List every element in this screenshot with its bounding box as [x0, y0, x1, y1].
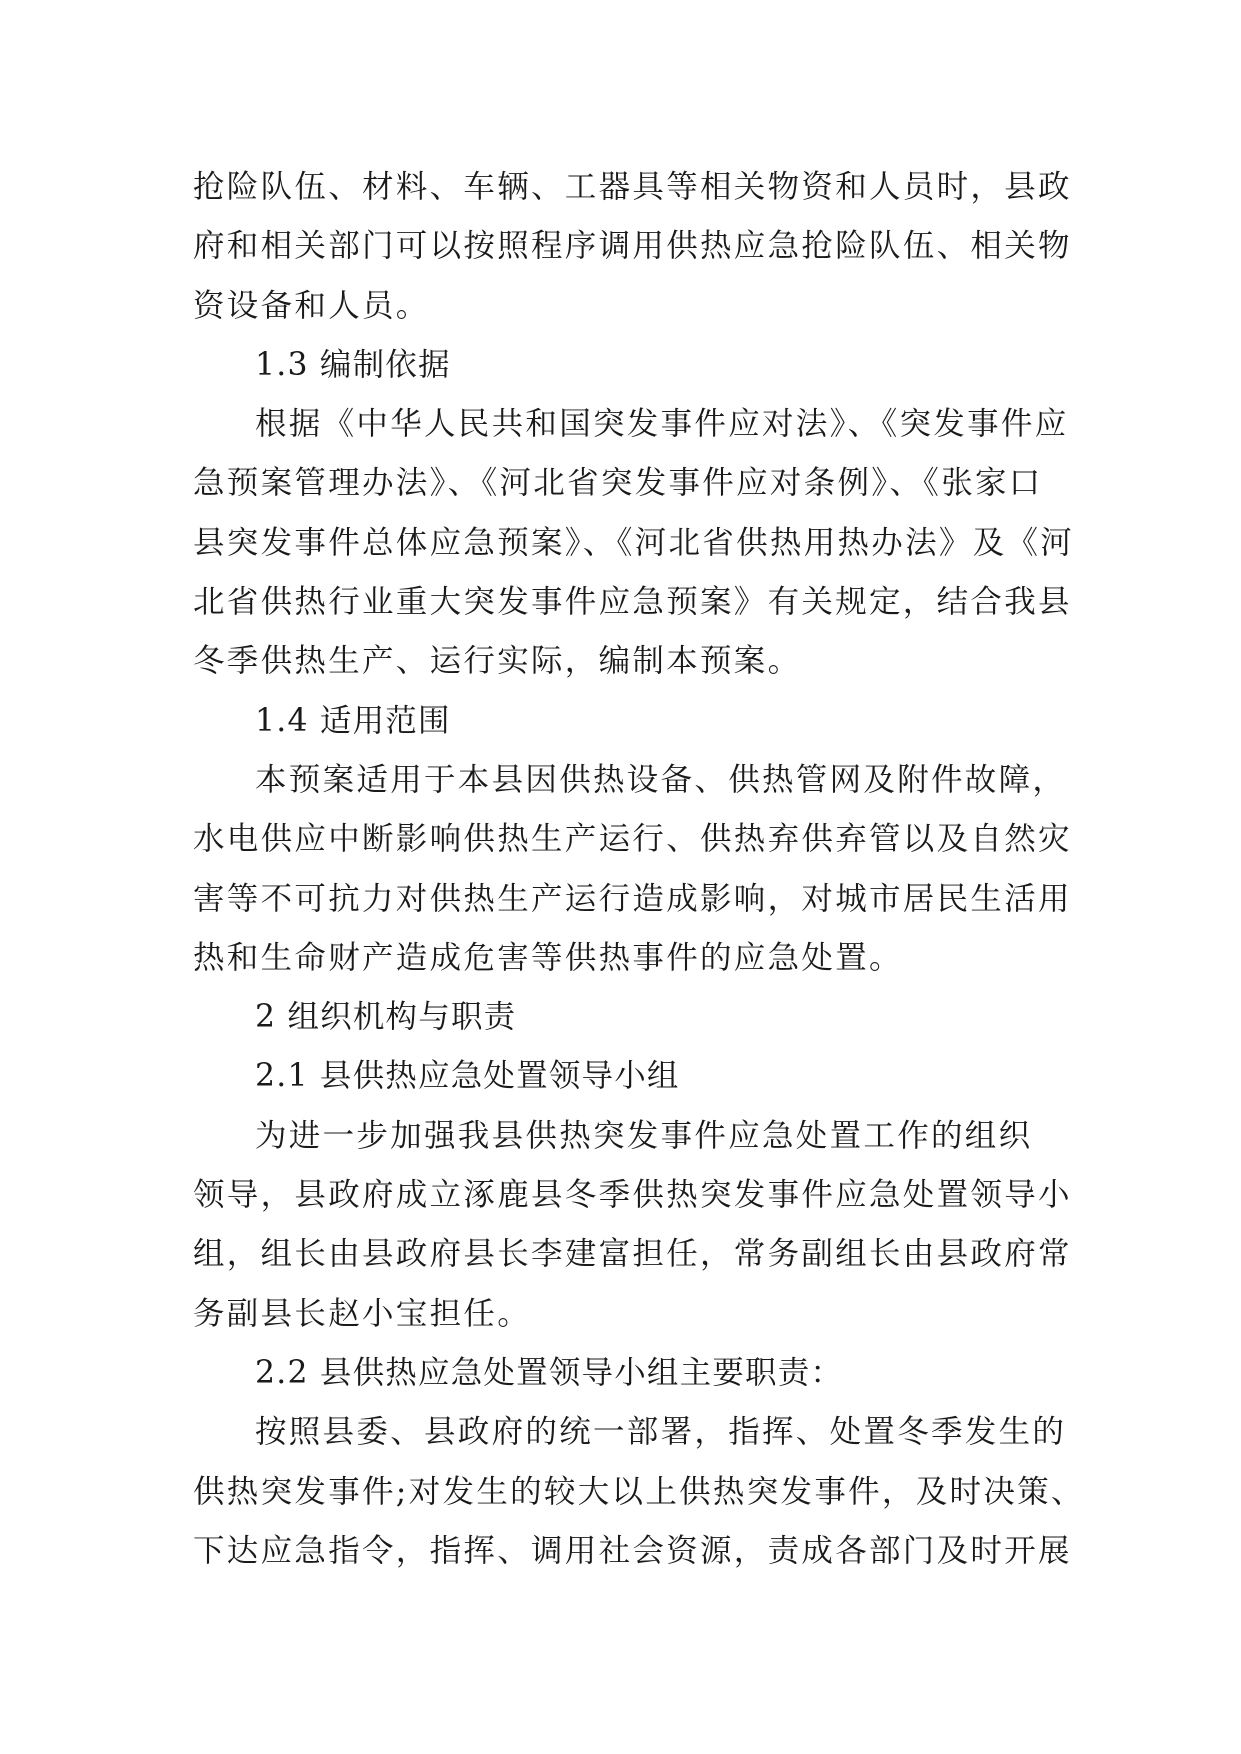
paragraph-line: 冬季供热生产、运行实际，编制本预案。 [193, 643, 802, 680]
paragraph-line: 组，组长由县政府县长李建富担任，常务副组长由县政府常 [193, 1236, 1072, 1273]
section-heading-2: 2 组织机构与职责 [255, 999, 517, 1036]
paragraph-line: 为进一步加强我县供热突发事件应急处置工作的组织 [255, 1117, 1033, 1154]
paragraph-line: 北省供热行业重大突发事件应急预案》有关规定，结合我县 [193, 584, 1072, 621]
paragraph-line: 根据《中华人民共和国突发事件应对法》、《突发事件应 [255, 406, 1069, 443]
paragraph-line: 府和相关部门可以按照程序调用供热应急抢险队伍、相关物 [193, 228, 1072, 265]
section-heading-2-1: 2.1 县供热应急处置领导小组 [255, 1058, 680, 1095]
document-body [193, 158, 1085, 1581]
paragraph-line: 领导，县政府成立涿鹿县冬季供热突发事件应急处置领导小 [193, 1177, 1072, 1214]
section-heading-2-2: 2.2 县供热应急处置领导小组主要职责： [255, 1354, 844, 1391]
section-heading-1-4: 1.4 适用范围 [255, 702, 451, 739]
paragraph-line: 供热突发事件;对发生的较大以上供热突发事件，及时决策、 [193, 1473, 1085, 1510]
paragraph-line: 抢险队伍、材料、车辆、工器具等相关物资和人员时，县政 [193, 169, 1072, 205]
paragraph-line: 务副县长赵小宝担任。 [193, 1295, 532, 1332]
paragraph-line: 急预案管理办法》、《河北省突发事件应对条例》、《张家口 [193, 465, 1043, 502]
paragraph-line: 本预案适用于本县因供热设备、供热管网及附件故障， [255, 761, 1067, 798]
paragraph-line: 按照县委、县政府的统一部署，指挥、处置冬季发生的 [255, 1414, 1067, 1451]
paragraph-line: 害等不可抗力对供热生产运行造成影响，对城市居民生活用 [193, 880, 1072, 917]
paragraph-line: 热和生命财产造成危害等供热事件的应急处置。 [193, 939, 903, 976]
paragraph-line: 水电供应中断影响供热生产运行、供热弃供弃管以及自然灾 [193, 821, 1072, 858]
section-heading-1-3: 1.3 编制依据 [255, 346, 451, 383]
paragraph-line: 资设备和人员。 [193, 287, 430, 324]
paragraph-line: 下达应急指令，指挥、调用社会资源，责成各部门及时开展 [193, 1532, 1072, 1569]
paragraph-line: 县突发事件总体应急预案》、《河北省供热用热办法》及《河 [193, 524, 1075, 561]
